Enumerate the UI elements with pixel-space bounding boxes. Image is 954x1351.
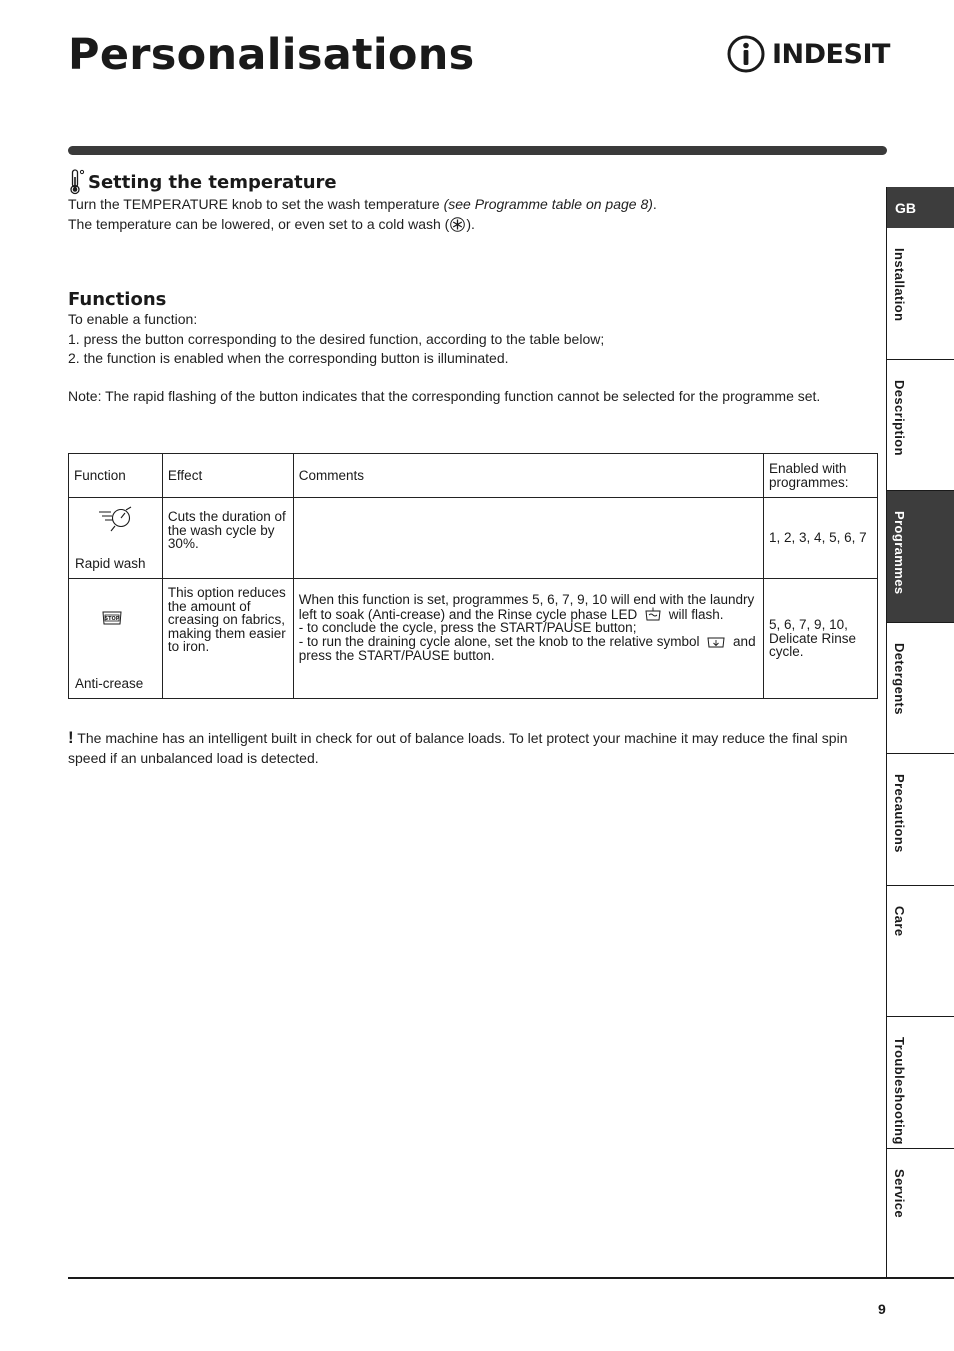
warning-text: The machine has an intelligent built in check for out of balance loads. To let protect your machine it may reduce the final spin speed if an unbalanced load is detected. bbox=[68, 730, 848, 766]
function-cell-rapid-wash bbox=[69, 498, 163, 579]
table-row bbox=[69, 498, 878, 579]
comments-cell: When this function is set, programmes 5, 6, 7, 9, 10 will end with the laundry left to soak (Anti-crease) and the Rinse cycle phase LED will flash. - to conclude the cycle, press the START/PAUSE button; - to run the draining cycle alone, set the knob to the relative symbol and press the START/PAUSE button. bbox=[293, 579, 763, 699]
functions-heading: Functions bbox=[68, 289, 167, 310]
sidebar-tab-precautions[interactable]: Precautions bbox=[887, 754, 954, 886]
function-cell-anti-crease bbox=[69, 579, 163, 699]
sidebar-tab-description[interactable]: Description bbox=[887, 360, 954, 492]
temperature-heading bbox=[68, 169, 878, 195]
sidebar-tab-programmes[interactable]: Programmes bbox=[887, 491, 954, 623]
comments-cell bbox=[293, 498, 763, 579]
enabled-cell: 5, 6, 7, 9, 10, Delicate Rinse cycle. bbox=[764, 579, 878, 699]
drain-symbol-icon bbox=[706, 635, 726, 649]
function-name-anti-crease: Anti-crease bbox=[75, 675, 144, 691]
temperature-line-2: The temperature can be lowered, or even set to a cold wash ( ). bbox=[68, 215, 475, 232]
effect-cell: This option reduces the amount of creasing on fabrics, making them easier to iron. bbox=[162, 579, 293, 699]
svg-text:STOP: STOP bbox=[104, 616, 120, 622]
header-comments: Comments bbox=[293, 454, 763, 498]
header-enabled: Enabled with programmes: bbox=[764, 454, 878, 498]
function-name-rapid-wash: Rapid wash bbox=[75, 555, 146, 571]
sidebar-tab-service[interactable]: Service bbox=[887, 1149, 954, 1281]
anti-crease-icon bbox=[101, 609, 123, 627]
thermometer-icon bbox=[68, 169, 86, 195]
footer-divider bbox=[68, 1277, 954, 1279]
sidebar-tab-care[interactable]: Care bbox=[887, 886, 954, 1018]
section-sidebar bbox=[886, 187, 954, 1278]
brand-name: INDESIT bbox=[772, 38, 890, 70]
language-badge: GB bbox=[887, 187, 954, 228]
header-effect: Effect bbox=[162, 454, 293, 498]
brand-logo bbox=[726, 34, 890, 74]
rinse-led-icon bbox=[644, 607, 662, 621]
functions-table bbox=[68, 453, 878, 699]
functions-step-2: 2. the function is enabled when the corresponding button is illuminated. bbox=[68, 350, 509, 366]
table-header-row bbox=[69, 454, 878, 498]
sidebar-tab-installation[interactable]: Installation bbox=[887, 228, 954, 360]
table-row bbox=[69, 579, 878, 699]
sidebar-tab-troubleshooting[interactable]: Troubleshooting bbox=[887, 1017, 954, 1149]
effect-cell: Cuts the duration of the wash cycle by 30%. bbox=[162, 498, 293, 579]
sidebar-tab-detergents[interactable]: Detergents bbox=[887, 623, 954, 755]
balance-warning bbox=[68, 728, 873, 768]
temperature-line-1: Turn the TEMPERATURE knob to set the wash temperature (see Programme table on page 8). bbox=[68, 196, 657, 212]
page-title: Personalisations bbox=[68, 30, 475, 80]
enabled-cell: 1, 2, 3, 4, 5, 6, 7 bbox=[764, 498, 878, 579]
header-function: Function bbox=[69, 454, 163, 498]
functions-note: Note: The rapid flashing of the button indicates that the corresponding function cannot be selected for the programme set. bbox=[68, 387, 821, 404]
programme-table-reference: (see Programme table on page 8) bbox=[443, 196, 653, 212]
functions-step-1: 1. press the button corresponding to the desired function, according to the table below; bbox=[68, 330, 605, 347]
temperature-section bbox=[68, 169, 878, 234]
warning-mark: ! bbox=[68, 728, 74, 747]
functions-section bbox=[68, 289, 878, 406]
functions-intro: To enable a function: bbox=[68, 311, 198, 327]
header-divider bbox=[68, 146, 887, 155]
temperature-heading-text: Setting the temperature bbox=[88, 171, 337, 193]
page-number: 9 bbox=[878, 1301, 886, 1317]
cold-wash-icon bbox=[450, 217, 465, 232]
rapid-wash-icon bbox=[97, 506, 135, 532]
indesit-logo-icon bbox=[726, 34, 766, 74]
